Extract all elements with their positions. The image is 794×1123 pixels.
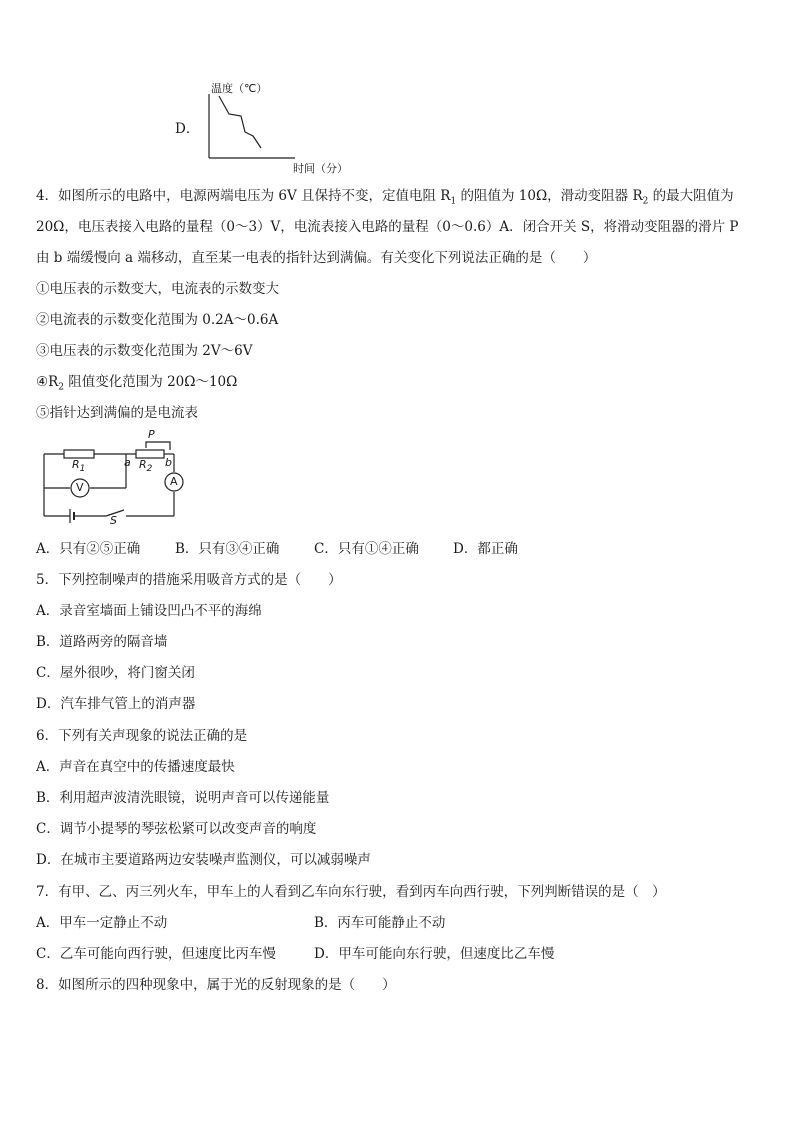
- x-axis-label: 时间（分）: [293, 162, 348, 175]
- q4-item-2: ②电流表的示数变化范围为 0.2A～0.6A: [36, 312, 279, 328]
- q6-option-d: D．在城市主要道路两边安装噪声监测仪，可以减弱噪声: [36, 852, 371, 868]
- q8-stem: 8．如图所示的四种现象中，属于光的反射现象的是（ ）: [36, 977, 396, 993]
- q7-option-a: A．甲车一定静止不动: [36, 915, 168, 931]
- q7-stem: 7．有甲、乙、丙三列火车，甲车上的人看到乙车向东行驶，看到丙车向西行驶，下列判断错误的是（ ）: [36, 884, 666, 900]
- q7-option-c: C．乙车可能向西行驶，但速度比丙车慢: [36, 946, 276, 962]
- q4-item-4: $④R_2$ 阻值变化范围为 20Ω～10Ω: [36, 374, 238, 393]
- q6-stem: 6．下列有关声现象的说法正确的是: [36, 728, 248, 744]
- temperature-curve: [219, 96, 261, 148]
- q6-option-c: C．调节小提琴的琴弦松紧可以改变声音的响度: [36, 821, 317, 837]
- q7-option-b: B．丙车可能静止不动: [314, 915, 446, 931]
- rheostat-r2: [136, 450, 164, 458]
- graph-axes: [175, 76, 365, 176]
- q4-stem-line-3: 由 b 端缓慢向 a 端移动，直至某一电表的指针达到满偏。有关变化下列说法正确的是（ ）: [36, 250, 597, 266]
- q4-item-3: ③电压表的示数变化范围为 2V～6V: [36, 343, 253, 359]
- q6-option-b: B．利用超声波清洗眼镜，说明声音可以传递能量: [36, 790, 330, 806]
- q4-item-1: ①电压表的示数变大，电流表的示数变大: [36, 281, 279, 297]
- q4-option-c: C．只有①④正确: [314, 541, 419, 557]
- q4-option-d: D．都正确: [453, 541, 518, 557]
- q5-option-b: B．道路两旁的隔音墙: [36, 634, 168, 650]
- temperature-time-graph: [175, 76, 365, 176]
- q4-item-5: ⑤指针达到满偏的是电流表: [36, 405, 198, 421]
- q5-stem: 5．下列控制噪声的措施采用吸音方式的是（ ）: [36, 572, 342, 588]
- q6-option-a: A．声音在真空中的传播速度最快: [36, 759, 235, 775]
- resistor-r1: [64, 450, 94, 458]
- q4-option-b: B．只有③④正确: [175, 541, 280, 557]
- q4-stem-line-2: 20Ω，电压表接入电路的量程（0～3）V，电流表接入电路的量程（0～0.6）A．闭合开关 S，将滑动变阻器的滑片 P: [36, 219, 739, 235]
- q7-option-d: D．甲车可能向东行驶，但速度比乙车慢: [314, 946, 555, 962]
- y-axis-label: 温度（℃）: [211, 82, 268, 95]
- q5-option-d: D．汽车排气管上的消声器: [36, 696, 196, 712]
- option-d-label: D．: [175, 121, 200, 137]
- q5-option-c: C．屋外很吵，将门窗关闭: [36, 665, 195, 681]
- q5-option-a: A．录音室墙面上铺设凹凸不平的海绵: [36, 603, 262, 619]
- q4-option-a: A．只有②⑤正确: [36, 541, 141, 557]
- q4-stem-line-1: 4．如图所示的电路中，电源两端电压为 6V 且保持不变，定值电阻 $R_1$ 的阻值为 10Ω，滑动变阻器 $R_2$ 的最大阻值为: [36, 188, 734, 207]
- circuit-diagram: $R_1$ $R_2$ a b P V A S: [36, 436, 196, 528]
